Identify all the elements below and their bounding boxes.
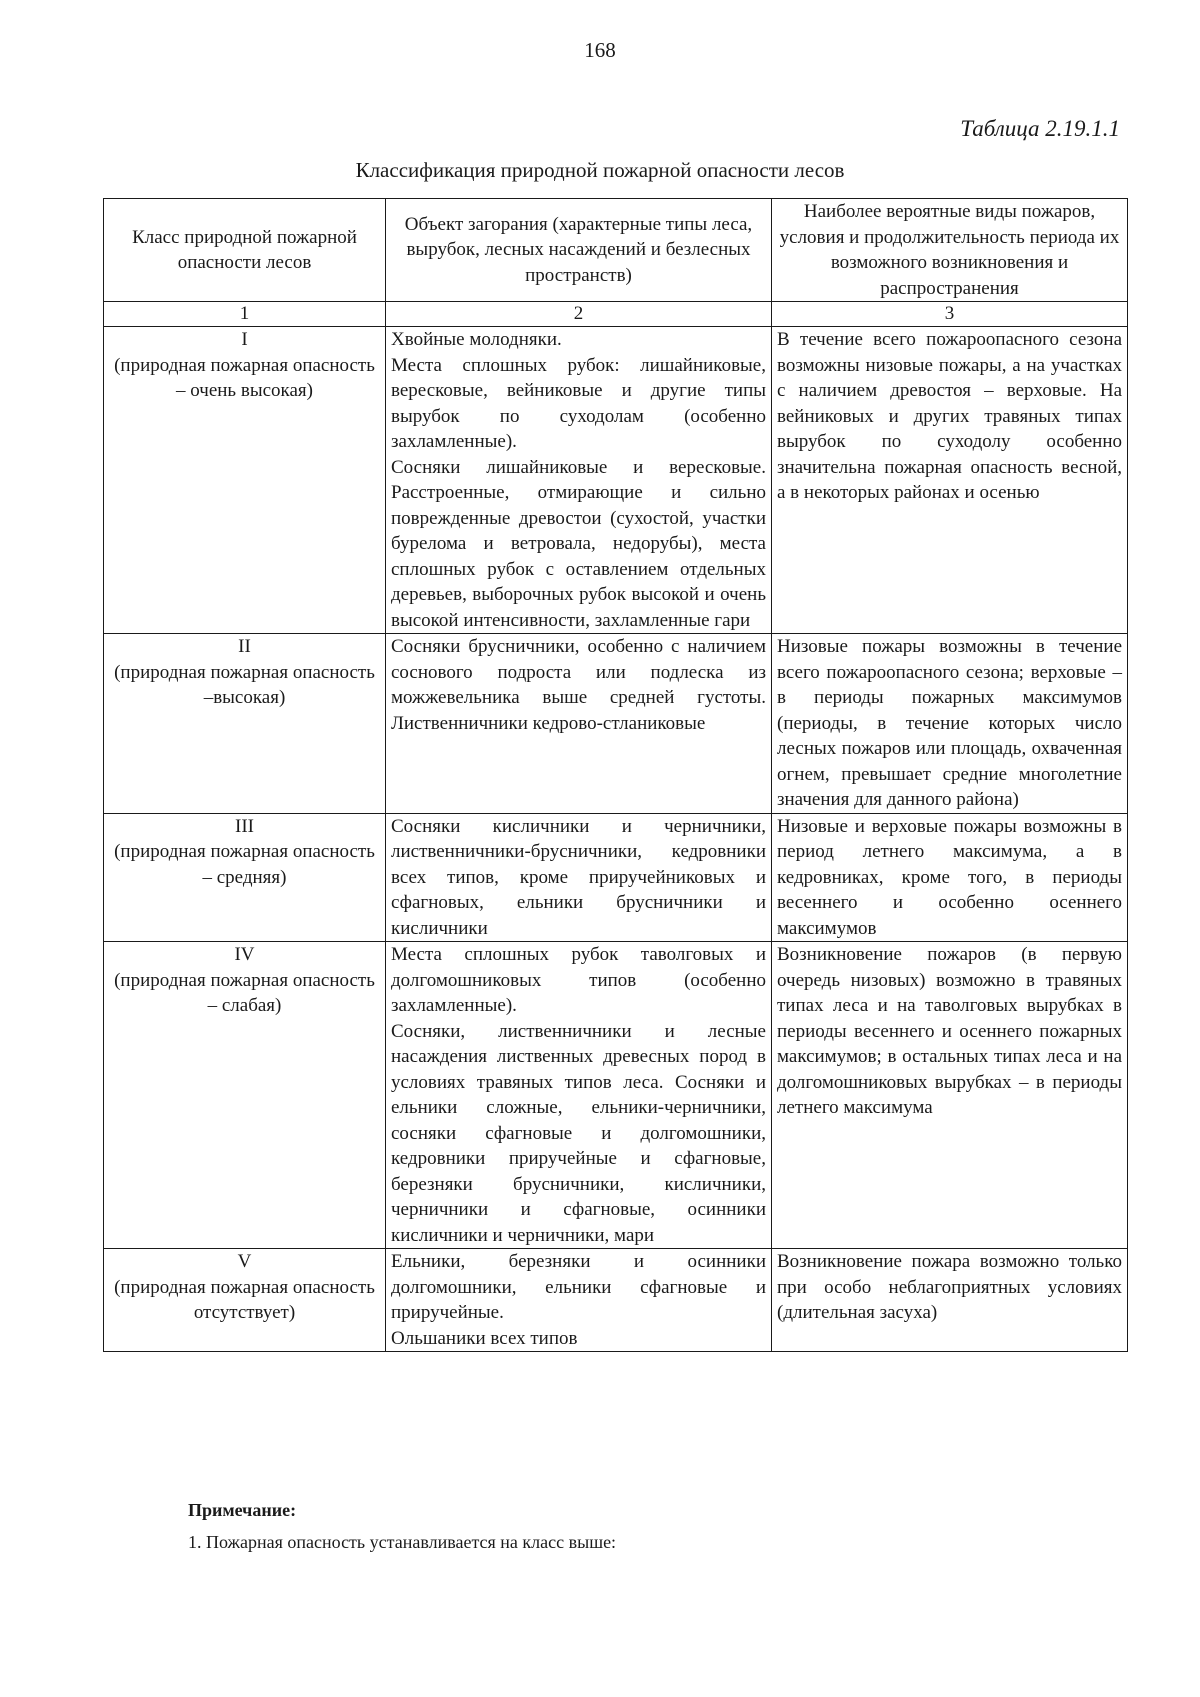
class-numeral: IV	[234, 944, 255, 965]
object-paragraph: Места сплошных рубок таволговых и долгомошниковых типов (особенно захламленные).	[391, 944, 766, 1016]
fire-danger-table	[103, 198, 1128, 1352]
object-paragraph: Хвойные молодняки.	[391, 329, 562, 350]
class-numeral: I	[241, 329, 248, 350]
fires-text: В течение всего пожароопасного сезона возможны низовые пожары, а на участках с наличием древостоя – верховые. На вейниковых и других травяных типах вырубок по суходолу особенно значительна пожарная опасность весной, а в некоторых районах и осенью	[777, 329, 1122, 503]
objects-cell	[386, 1249, 772, 1352]
objects-cell	[386, 327, 772, 634]
header-object: Объект загорания (характерные типы леса, вырубок, лесных насаждений и безлесных пространств)	[386, 199, 772, 302]
class-cell	[104, 1249, 386, 1352]
object-paragraph: Места сплошных рубок: лишайниковые, вересковые, вейниковые и другие типы вырубок по суходолам (особенно захламленные).	[391, 354, 766, 452]
object-paragraph: Сосняки брусничники, особенно с наличием соснового подроста или подлеска из можжевельника выше средней густоты. Лиственничники кедрово-стланиковые	[391, 636, 766, 734]
header-fires: Наиболее вероятные виды пожаров, условия и продолжительность периода их возможного возникновения и распространения	[772, 199, 1128, 302]
fires-cell	[772, 634, 1128, 814]
note-title: Примечание:	[188, 1500, 297, 1520]
objects-cell	[386, 813, 772, 942]
object-paragraph: Сосняки кисличники и черничники, лиственничники-брусничники, кедровники всех типов, кроме приручейниковых и сфагновых, ельники брусничники и кисличники	[391, 815, 766, 939]
objects-cell	[386, 634, 772, 814]
column-number: 1	[104, 302, 386, 327]
class-numeral: II	[238, 636, 251, 657]
object-paragraph: Ельники, березняки и осинники долгомошники, ельники сфагновые и приручейные.	[391, 1251, 766, 1323]
fires-cell	[772, 813, 1128, 942]
fires-cell	[772, 1249, 1128, 1352]
class-description: (природная пожарная опасность отсутствует)	[114, 1276, 375, 1323]
table-row	[104, 813, 1128, 942]
table-row	[104, 1249, 1128, 1352]
fires-cell	[772, 942, 1128, 1249]
table-title: Классификация природной пожарной опасности лесов	[355, 158, 845, 182]
table-header-row	[104, 199, 1128, 302]
class-cell	[104, 942, 386, 1249]
class-description: (природная пожарная опасность –высокая)	[114, 661, 375, 708]
fires-text: Возникновение пожаров (в первую очередь низовых) возможно в травяных типах леса и на таволговых вырубках в периоды весеннего и осеннего пожарных максимумов; в остальных типах леса и на долгомошниковых вырубках – в периоды летнего максимума	[777, 944, 1122, 1118]
page-number: 168	[584, 38, 616, 62]
table-row	[104, 327, 1128, 634]
header-class: Класс природной пожарной опасности лесов	[104, 199, 386, 302]
class-cell	[104, 327, 386, 634]
column-number: 3	[772, 302, 1128, 327]
objects-cell	[386, 942, 772, 1249]
fires-text: Низовые и верховые пожары возможны в период летнего максимума, а в кедровниках, кроме того, в периоды весеннего и особенно осеннего максимумов	[777, 815, 1122, 939]
fires-cell	[772, 327, 1128, 634]
fires-text: Возникновение пожара возможно только при особо неблагоприятных условиях (длительная засуха)	[777, 1251, 1122, 1323]
fires-text: Низовые пожары возможны в течение всего пожароопасного сезона; верховые – в периоды пожарных максимумов (периоды, в течение которых число лесных пожаров или площадь, охваченная огнем, превышает средние многолетние значения для данного района)	[777, 636, 1122, 810]
column-number-row	[104, 302, 1128, 327]
object-paragraph: Сосняки лишайниковые и вересковые. Расстроенные, отмирающие и сильно поврежденные древостои (сухостой, участки бурелома и ветровала, недорубы), места сплошных рубок с оставлением отдельных деревьев, выборочных рубок высокой и очень высокой интенсивности, захламленные гари	[391, 456, 766, 631]
class-numeral: V	[237, 1251, 252, 1272]
object-paragraph: Сосняки, лиственничники и лесные насаждения лиственных древесных пород в условиях травяных типов леса. Сосняки и ельники сложные, ельники-черничники, сосняки сфагновые и долгомошники, кедровники приручейные и сфагновые, березняки брусничники, кисличники, черничники и сфагновые, осинники кисличники и черничники, мари	[391, 1020, 766, 1246]
note-item: 1. Пожарная опасность устанавливается на класс выше:	[188, 1532, 617, 1552]
table-number: Таблица 2.19.1.1	[960, 116, 1120, 141]
class-cell	[104, 634, 386, 814]
object-paragraph: Ольшаники всех типов	[391, 1327, 578, 1349]
class-description: (природная пожарная опасность – средняя)	[114, 841, 375, 888]
class-numeral: III	[235, 815, 254, 837]
class-description: (природная пожарная опасность – слабая)	[114, 969, 375, 1016]
class-cell	[104, 813, 386, 942]
table-row	[104, 942, 1128, 1249]
column-number: 2	[386, 302, 772, 327]
class-description: (природная пожарная опасность – очень высокая)	[114, 354, 375, 401]
table-row	[104, 634, 1128, 814]
